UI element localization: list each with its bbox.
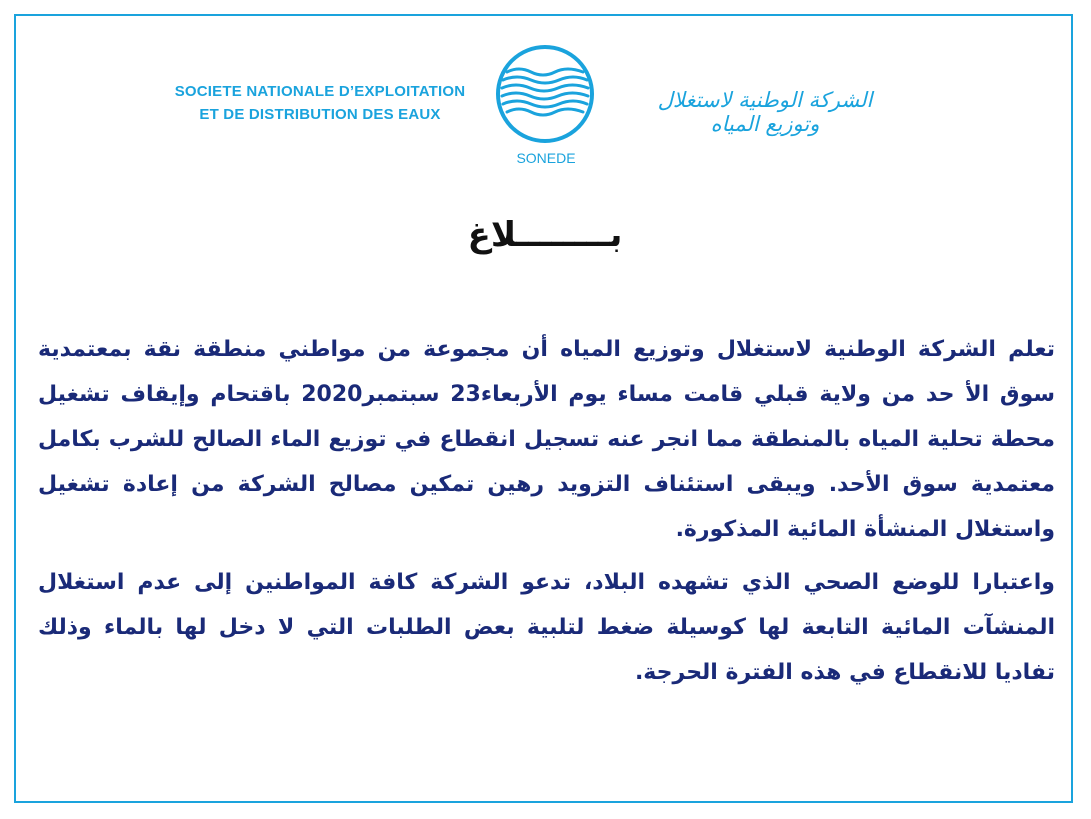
company-name-french-line2: ET DE DISTRIBUTION DES EAUX (199, 106, 441, 123)
notice-body (38, 327, 1055, 703)
company-name-french-line1: SOCIETE NATIONALE D’EXPLOITATION (174, 83, 466, 100)
notice-paragraph-1: تعلم الشركة الوطنية لاستغلال وتوزيع المياه أن مجموعة من مواطني منطقة نقة بمعتمدية سوق الأ حد من ولاية قبلي قامت مساء يوم الأربعاء23 سبتمبر2020 باقتحام وإيقاف تشغيل محطة تحلية المياه بالمنطقة مما انجر عنه تسجيل انقطاع في توزيع الماء الصالح للشرب بكامل معتمدية سوق الأحد. ويبقى استئناف التزويد رهين تمكين مصالح الشركة من إعادة تشغيل واستغلال المنشأة المائية المذكورة. (38, 337, 1056, 542)
company-name-arabic: الشركة الوطنية لاستغلال وتوزيع المياه (657, 88, 873, 136)
notice-paragraph-2: واعتبارا للوضع الصحي الذي تشهده البلاد، تدعو الشركة كافة المواطنين إلى عدم استغلال المنشآت المائية التابعة لها كوسيلة ضغط لتلبية بعض الطلبات التي لا دخل لها بالماء وذلك تفاديا للانقطاع في هذه الفترة الحرجة. (38, 570, 1055, 685)
letterhead (0, 0, 1091, 190)
company-name-french (170, 80, 470, 126)
notice-title: بــــــــلاغ (467, 215, 623, 255)
logo-caption: SONEDE (516, 150, 576, 166)
